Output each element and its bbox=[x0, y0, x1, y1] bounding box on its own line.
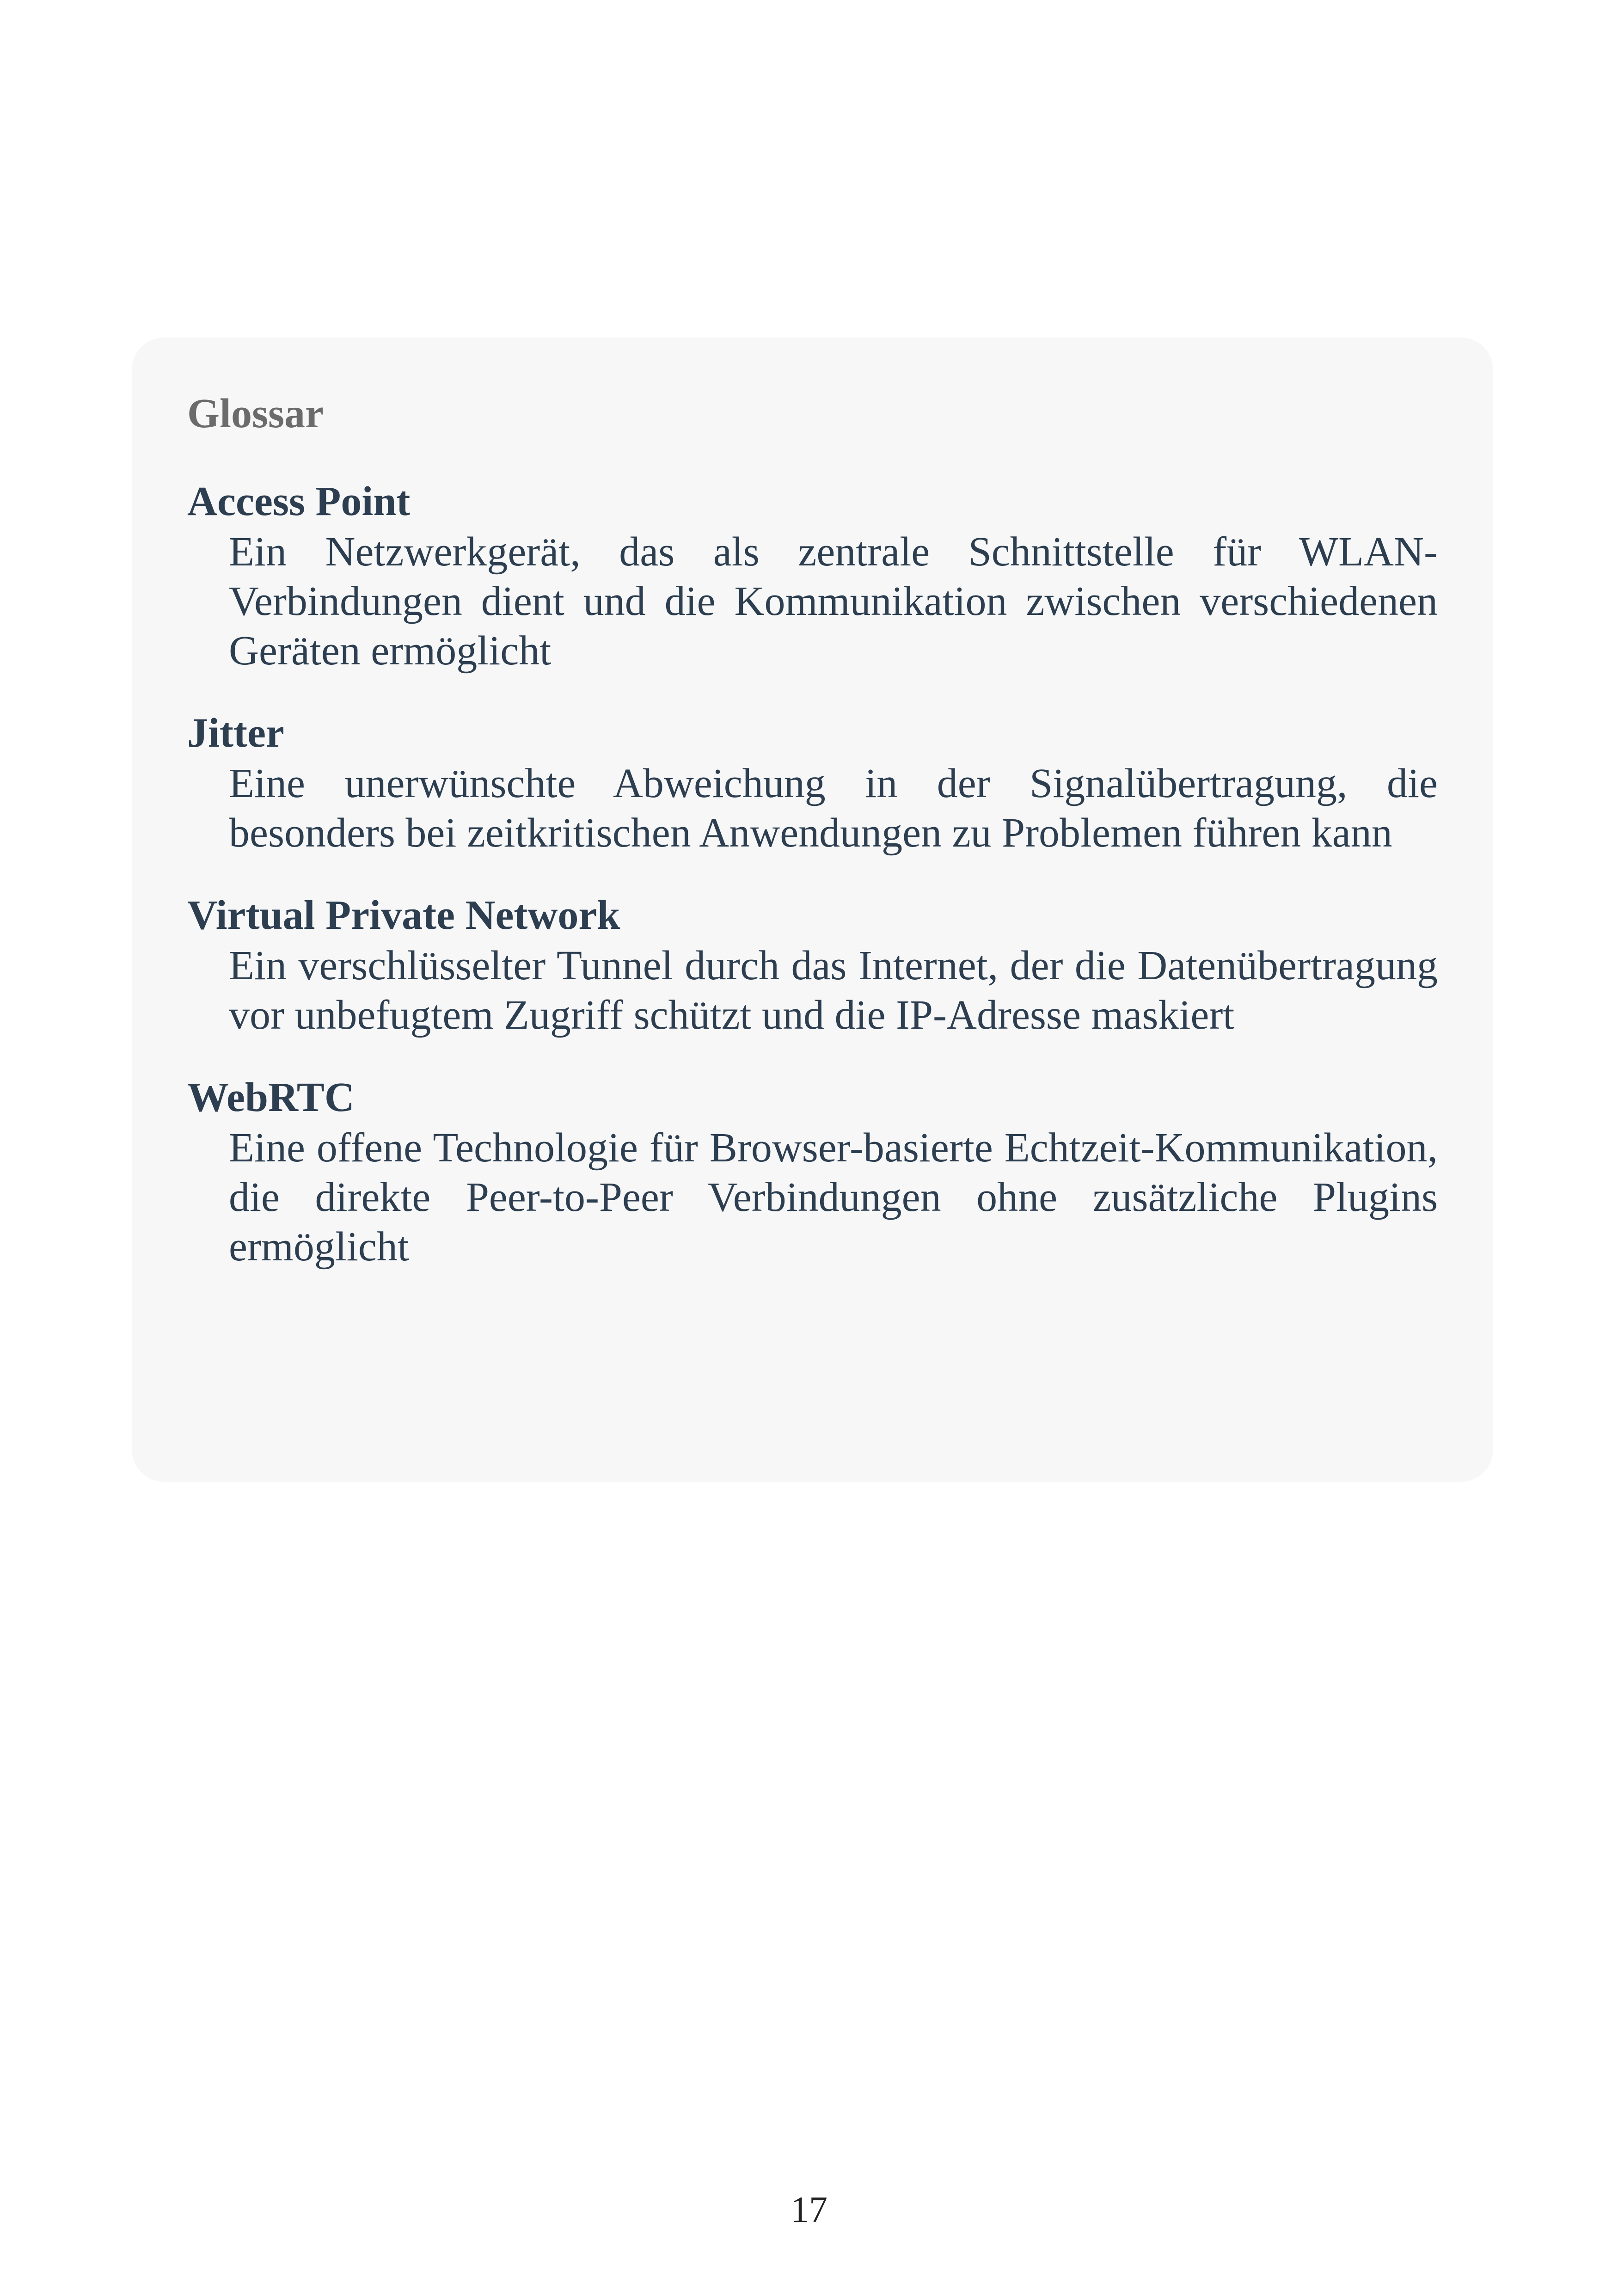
glossary-definition: Eine unerwünschte Abweichung in der Signalübertragung, die besonders bei zeitkritischen Anwendungen zu Problemen führen kann bbox=[229, 761, 1438, 856]
glossary-box bbox=[132, 338, 1493, 1482]
glossary-definition: Ein verschlüsselter Tunnel durch das Internet, der die Datenübertragung vor unbefugtem Zugriff schützt und die IP-Adresse maskiert bbox=[229, 943, 1438, 1038]
glossary-definition: Ein Netzwerkgerät, das als zentrale Schnittstelle für WLAN-Verbindungen dient und die Kommunikation zwischen verschiedenen Geräten ermöglicht bbox=[229, 529, 1438, 674]
page-number: 17 bbox=[791, 2190, 827, 2230]
glossary-entry bbox=[187, 708, 1438, 858]
glossary-term: WebRTC bbox=[187, 1074, 355, 1120]
glossary-entry bbox=[187, 1072, 1438, 1271]
glossary-heading: Glossar bbox=[187, 391, 324, 436]
glossary-definition: Eine offene Technologie für Browser-basierte Echtzeit-Kommunikation, die direkte Peer-to-Peer Verbindungen ohne zusätzliche Plugins ermöglicht bbox=[229, 1125, 1438, 1270]
glossary-entry bbox=[187, 890, 1438, 1040]
glossary-term: Jitter bbox=[187, 710, 284, 756]
glossary-term: Access Point bbox=[187, 479, 411, 524]
glossary-entry bbox=[187, 476, 1438, 675]
glossary-term: Virtual Private Network bbox=[187, 892, 620, 938]
